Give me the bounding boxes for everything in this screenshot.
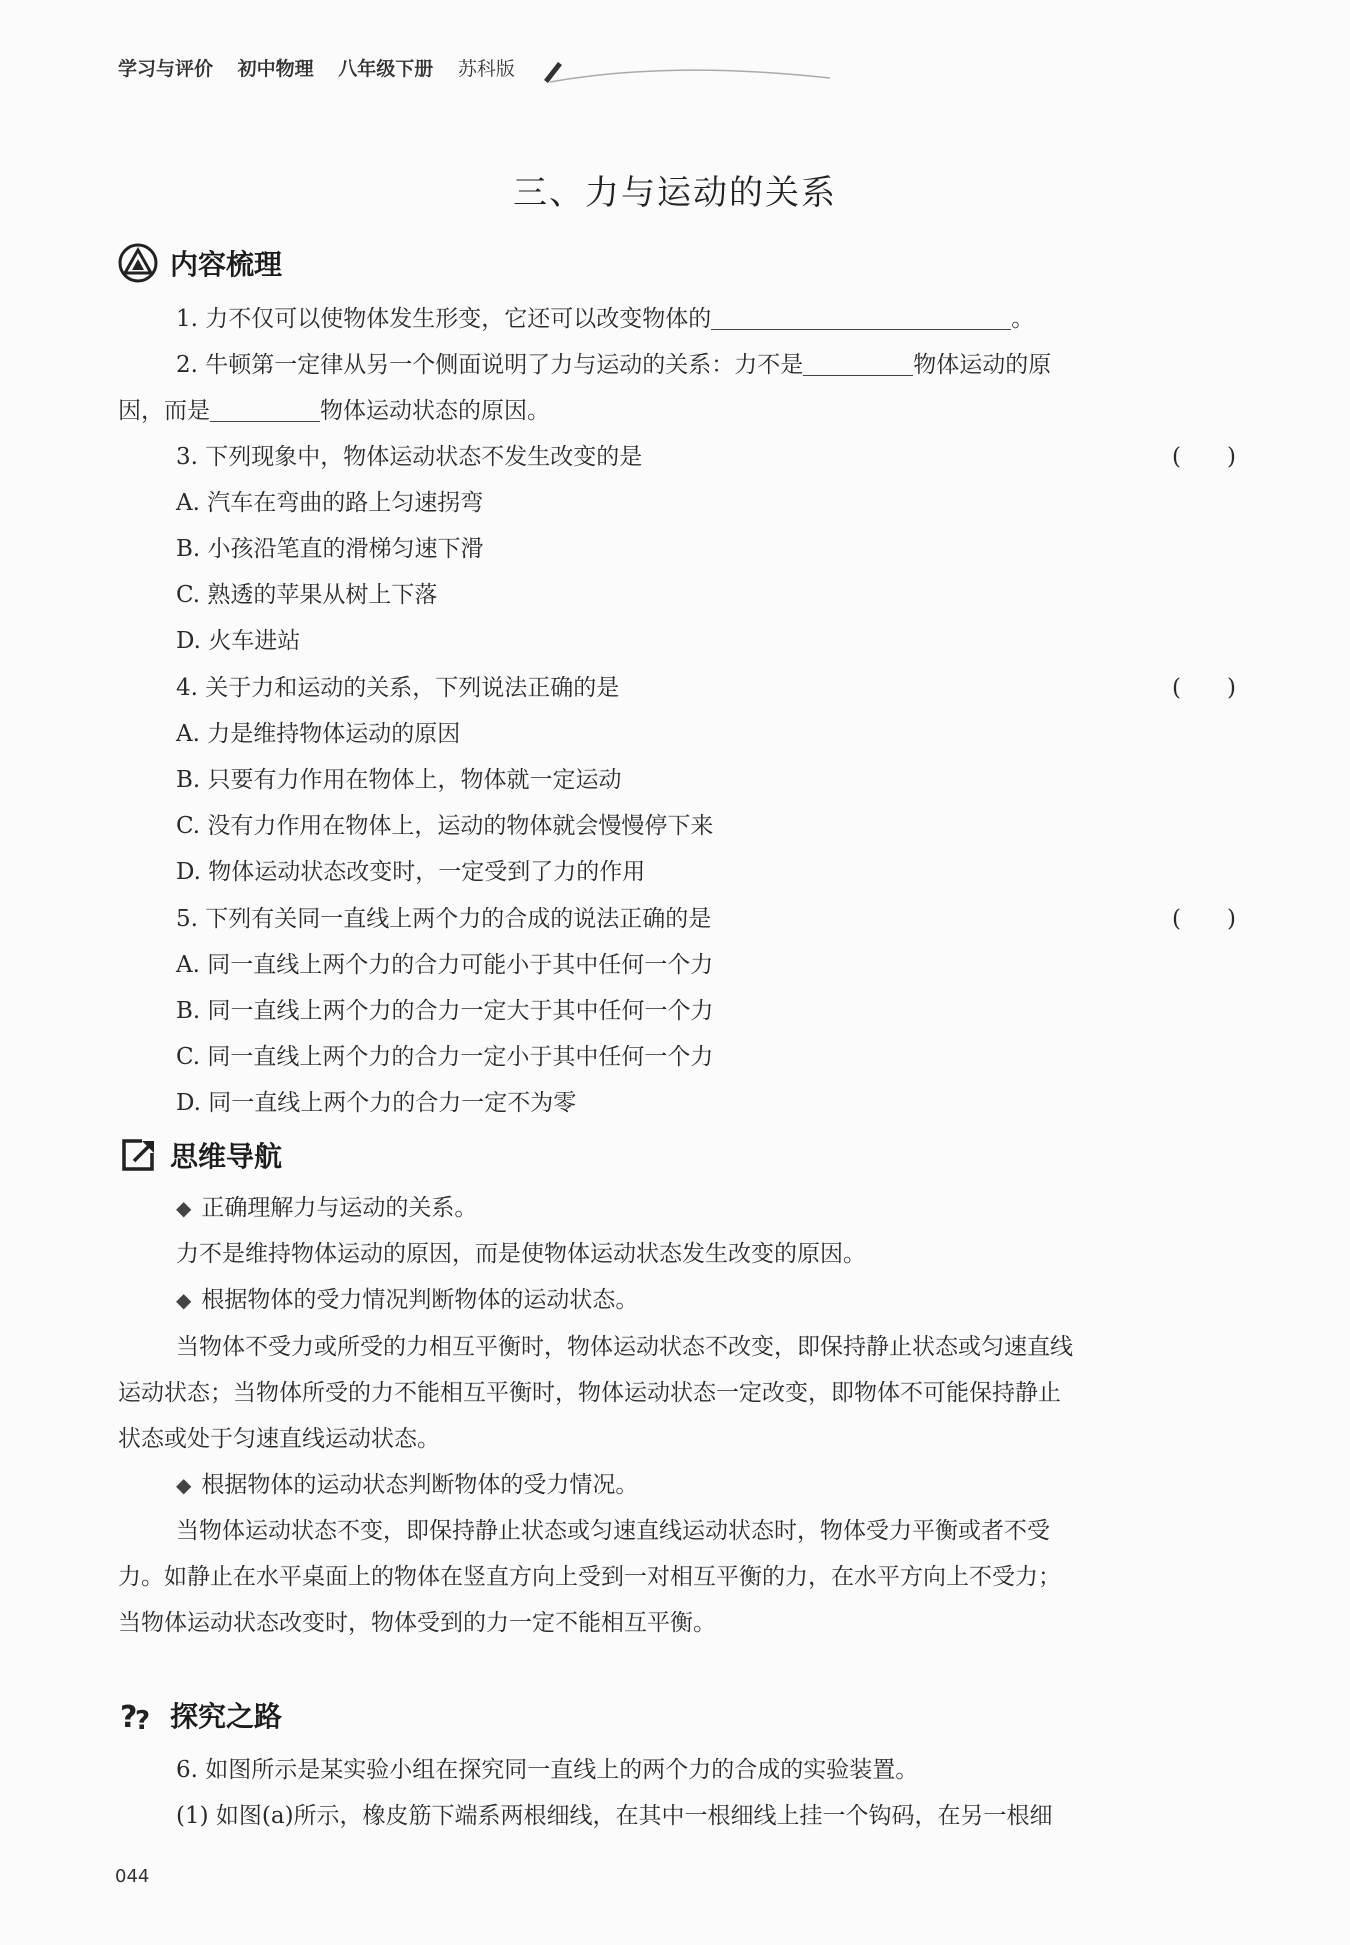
nav-bullet-3: ◆ 根据物体的运动状态判断物体的受力情况。 [176, 1472, 639, 1498]
page-number: 044 [115, 1866, 150, 1887]
triangle-circle-icon [118, 243, 158, 283]
question-2-line-2: 因，而是 物体运动状态的原因。 [118, 388, 1236, 434]
option: A. 汽车在弯曲的路上匀速拐弯 [176, 490, 484, 516]
nav-paragraph-1: 力不是维持物体运动的原因，而是使物体运动状态发生改变的原因。 [176, 1241, 866, 1267]
question-marks-icon [118, 1695, 158, 1735]
answer-blank[interactable] [210, 393, 320, 422]
question-4-stem: 4. 关于力和运动的关系，下列说法正确的是 ( ) [118, 665, 1236, 711]
section-title: 探究之路 [170, 1700, 283, 1733]
nav-paragraph-2-line-1: 当物体不受力或所受的力相互平衡时，物体运动状态不改变，即保持静止状态或匀速直线 [176, 1334, 1073, 1360]
answer-blank[interactable] [711, 301, 1011, 330]
diamond-icon: ◆ [176, 1288, 192, 1312]
option: D. 物体运动状态改变时，一定受到了力的作用 [176, 859, 646, 885]
section-thinking-nav [118, 1135, 282, 1175]
question-3-stem: 3. 下列现象中，物体运动状态不发生改变的是 ( ) [118, 434, 1236, 480]
header-book: 学习与评价 [118, 58, 214, 80]
section-title: 思维导航 [170, 1140, 283, 1173]
question-5-stem: 5. 下列有关同一直线上两个力的合成的说法正确的是 ( ) [118, 896, 1236, 942]
svg-text:?: ? [120, 1700, 138, 1735]
question-6-line-2: (1) 如图(a)所示，橡皮筋下端系两根细线，在其中一根细线上挂一个钩码，在另一根细 [176, 1803, 1053, 1829]
nav-bullet-1: ◆ 正确理解力与运动的关系。 [176, 1195, 478, 1221]
option: B. 小孩沿笔直的滑梯匀速下滑 [176, 536, 484, 562]
option: D. 同一直线上两个力的合力一定不为零 [176, 1090, 577, 1116]
section-content-review [118, 243, 282, 283]
nav-paragraph-3-line-3: 当物体运动状态改变时，物体受到的力一定不能相互平衡。 [118, 1610, 716, 1636]
running-header [118, 54, 521, 81]
header-grade: 八年级下册 [338, 58, 434, 80]
option: A. 力是维持物体运动的原因 [176, 721, 461, 747]
section-exploration [118, 1695, 282, 1735]
option: C. 没有力作用在物体上，运动的物体就会慢慢停下来 [176, 813, 714, 839]
nav-paragraph-3-line-1: 当物体运动状态不变，即保持静止状态或匀速直线运动状态时，物体受力平衡或者不受 [176, 1518, 1050, 1544]
nav-paragraph-2-line-2: 运动状态；当物体所受的力不能相互平衡时，物体运动状态一定改变，即物体不可能保持静止 [118, 1380, 1061, 1406]
option: C. 同一直线上两个力的合力一定小于其中任何一个力 [176, 1044, 714, 1070]
question-6-line-1: 6. 如图所示是某实验小组在探究同一直线上的两个力的合成的实验装置。 [176, 1757, 919, 1783]
option: A. 同一直线上两个力的合力可能小于其中任何一个力 [176, 952, 714, 978]
answer-paren[interactable]: ( ) [1172, 675, 1236, 701]
option: C. 熟透的苹果从树上下落 [176, 582, 438, 608]
nav-paragraph-2-line-3: 状态或处于匀速直线运动状态。 [118, 1426, 440, 1452]
answer-paren[interactable]: ( ) [1172, 444, 1236, 470]
question-2-line-1: 2. 牛顿第一定律从另一个侧面说明了力与运动的关系：力不是 物体运动的原 [118, 342, 1236, 388]
nav-bullet-2: ◆ 根据物体的受力情况判断物体的运动状态。 [176, 1287, 639, 1313]
answer-blank[interactable] [803, 347, 913, 376]
section-title: 内容梳理 [170, 248, 283, 281]
answer-paren[interactable]: ( ) [1172, 906, 1236, 932]
arrow-box-icon [118, 1135, 158, 1175]
nav-paragraph-3-line-2: 力。如静止在水平桌面上的物体在竖直方向上受到一对相互平衡的力，在水平方向上不受力； [118, 1564, 1061, 1590]
option: B. 同一直线上两个力的合力一定大于其中任何一个力 [176, 998, 714, 1024]
diamond-icon: ◆ [176, 1196, 192, 1220]
question-1: 1. 力不仅可以使物体发生形变，它还可以改变物体的 。 [118, 296, 1236, 342]
header-edition: 苏科版 [457, 58, 515, 80]
svg-text:?: ? [135, 1706, 151, 1735]
pen-swoosh-icon [540, 58, 840, 88]
diamond-icon: ◆ [176, 1473, 192, 1497]
option: D. 火车进站 [176, 628, 301, 654]
header-subject: 初中物理 [237, 58, 314, 80]
option: B. 只要有力作用在物体上，物体就一定运动 [176, 767, 622, 793]
page-title: 三、力与运动的关系 [513, 173, 837, 213]
